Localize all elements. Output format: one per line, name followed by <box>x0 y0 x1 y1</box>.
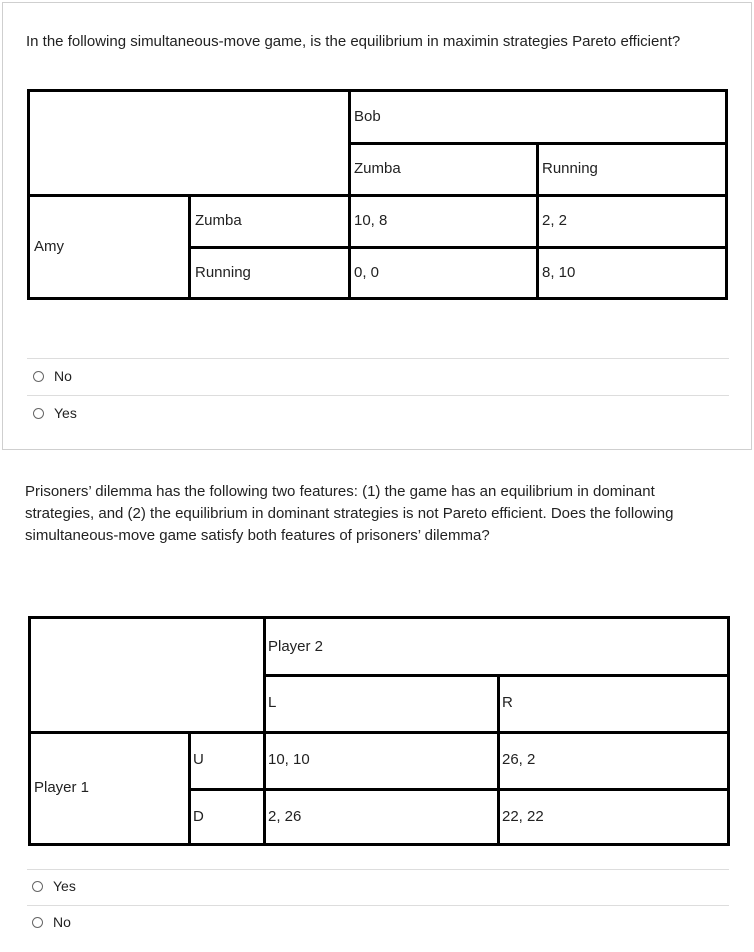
answer-option-yes[interactable] <box>32 878 76 894</box>
radio-button[interactable] <box>33 408 44 419</box>
question-1-text: In the following simultaneous-move game, is the equilibrium in maximin strategies Pareto efficient? <box>26 33 681 50</box>
col-strategy-1: Zumba <box>354 160 401 177</box>
payoff-cell: 26, 2 <box>502 751 536 768</box>
payoff-cell: 0, 0 <box>354 264 380 281</box>
option-label: No <box>53 914 71 930</box>
payoff-table-1 <box>27 89 728 300</box>
col-strategy-1: L <box>268 694 277 711</box>
option-label: Yes <box>54 405 77 421</box>
row-player-label: Player 1 <box>34 779 90 796</box>
radio-button[interactable] <box>32 917 43 928</box>
col-player-label: Player 2 <box>268 638 324 655</box>
payoff-cell: 10, 8 <box>354 212 388 229</box>
option-divider <box>27 905 729 906</box>
radio-button[interactable] <box>33 371 44 382</box>
option-divider <box>27 395 729 396</box>
col-strategy-2: Running <box>542 160 598 177</box>
answer-option-no[interactable] <box>33 368 72 384</box>
row-player-label: Amy <box>34 238 64 255</box>
option-label: Yes <box>53 878 76 894</box>
radio-button[interactable] <box>32 881 43 892</box>
row-strategy-2: D <box>193 808 204 825</box>
payoff-table-2 <box>28 616 730 846</box>
answer-option-yes[interactable] <box>33 405 77 421</box>
option-divider <box>27 358 729 359</box>
option-label: No <box>54 368 72 384</box>
payoff-cell: 8, 10 <box>542 264 576 281</box>
option-divider <box>27 869 729 870</box>
payoff-cell: 2, 26 <box>268 808 302 825</box>
question-2-text: Prisoners’ dilemma has the following two features: (1) the game has an equilibrium in dominant strategies, and (2) the equilibrium in dominant strategies is not Pareto efficient. Does the following simultaneous-move game satisfy both features of prisoners’ dilemma? <box>25 483 674 544</box>
row-strategy-1: U <box>193 751 204 768</box>
col-player-label: Bob <box>354 108 381 125</box>
payoff-cell: 2, 2 <box>542 212 568 229</box>
row-strategy-2: Running <box>195 264 251 281</box>
answer-option-no[interactable] <box>32 914 71 930</box>
col-strategy-2: R <box>502 694 513 711</box>
payoff-cell: 22, 22 <box>502 808 544 825</box>
payoff-cell: 10, 10 <box>268 751 310 768</box>
row-strategy-1: Zumba <box>195 212 242 229</box>
